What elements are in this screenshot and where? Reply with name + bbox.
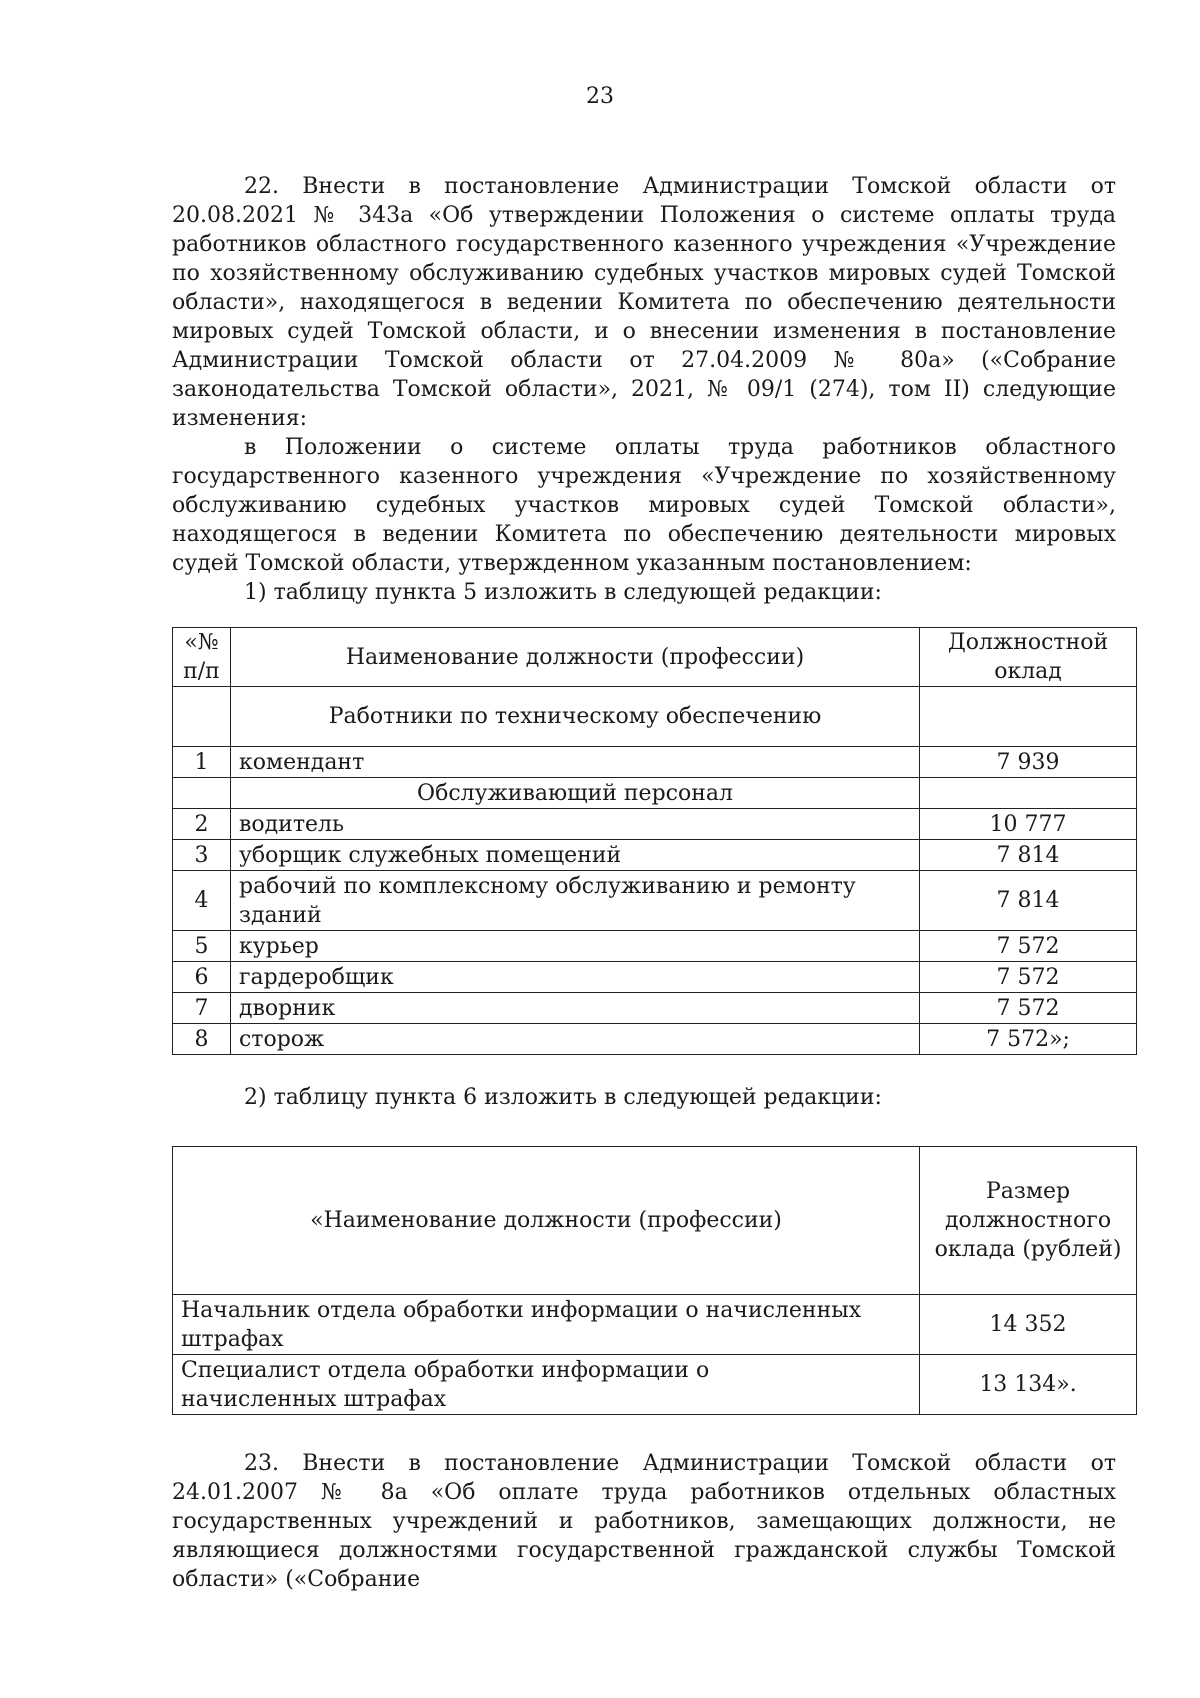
table-row [173,747,1137,778]
salary-table-2 [172,1146,1137,1415]
row-name: Специалист отдела обработки информации о начисленных штрафах [173,1355,920,1415]
row-name: гардеробщик [230,962,919,993]
table-row [173,931,1137,962]
header-name: «Наименование должности (профессии) [173,1147,920,1295]
row-value: 13 134». [920,1355,1137,1415]
table-row [173,871,1137,931]
row-value: 7 814 [920,840,1137,871]
table-header-row [173,1147,1137,1295]
row-num: 1 [173,747,231,778]
table-row [173,1355,1137,1415]
page-number: 23 [586,84,614,109]
row-name: курьер [230,931,919,962]
row-name: уборщик служебных помещений [230,840,919,871]
table-row [173,993,1137,1024]
document-body [172,172,1122,1594]
table-row [173,962,1137,993]
row-name: Начальник отдела обработки информации о начисленных штрафах [173,1295,920,1355]
item22-paragraph: 22. Внести в постановление Администрации Томской области от 20.08.2021 № 343а «Об утверждении Положения о системе оплаты труда работников областного государственного казенного учреждения «Учреждение по хозяйственному обслуживанию судебных участков мировых судей Томской области», находящегося в ведении Комитета по обеспечению деятельности мировых судей Томской области, и о внесении изменения в постановление Администрации Томской области от 27.04.2009 № 80а» («Собрание законодательства Томской области», 2021, № 09/1 (274), том II) следующие изменения: [172,174,1116,431]
row-value: 7 572»; [920,1024,1137,1055]
row-value: 10 777 [920,809,1137,840]
row-value: 7 572 [920,962,1137,993]
header-num: «№ п/п [173,628,231,687]
group-row [173,778,1137,809]
row-num: 4 [173,871,231,931]
group-title: Обслуживающий персонал [230,778,919,809]
row-num: 6 [173,962,231,993]
row-num: 7 [173,993,231,1024]
row-num: 5 [173,931,231,962]
item23-paragraph: 23. Внести в постановление Администрации Томской области от 24.01.2007 № 8а «Об оплате труда работников отдельных областных государственных учреждений и работников, замещающих должности, не являющиеся должностями государственной гражданской службы Томской области» («Собрание [172,1451,1116,1592]
item22-regulation-paragraph: в Положении о системе оплаты труда работников областного государственного казенного учреждения «Учреждение по хозяйственному обслуживанию судебных участков мировых судей Томской области», находящегося в ведении Комитета по обеспечению деятельности мировых судей Томской области, утвержденном указанным постановлением: [172,435,1116,576]
table-row [173,1024,1137,1055]
row-name: дворник [230,993,919,1024]
header-salary: Должностной оклад [920,628,1137,687]
row-name: комендант [230,747,919,778]
table-row [173,840,1137,871]
table-header-row [173,628,1137,687]
row-value: 14 352 [920,1295,1137,1355]
row-name: сторож [230,1024,919,1055]
row-name: водитель [230,809,919,840]
salary-table-1 [172,627,1137,1055]
row-name: рабочий по комплексному обслуживанию и ремонту зданий [230,871,919,931]
header-size: Размер должностного оклада (рублей) [920,1147,1137,1295]
row-num: 3 [173,840,231,871]
item22-sub2: 2) таблицу пункта 6 изложить в следующей редакции: [244,1085,882,1110]
group-title: Работники по техническому обеспечению [230,687,919,747]
row-num: 2 [173,809,231,840]
row-value: 7 572 [920,993,1137,1024]
table-row [173,1295,1137,1355]
group-row [173,687,1137,747]
table-row [173,809,1137,840]
header-name: Наименование должности (профессии) [230,628,919,687]
item22-sub1: 1) таблицу пункта 5 изложить в следующей редакции: [244,580,882,605]
row-num: 8 [173,1024,231,1055]
row-value: 7 572 [920,931,1137,962]
row-value: 7 939 [920,747,1137,778]
row-value: 7 814 [920,871,1137,931]
